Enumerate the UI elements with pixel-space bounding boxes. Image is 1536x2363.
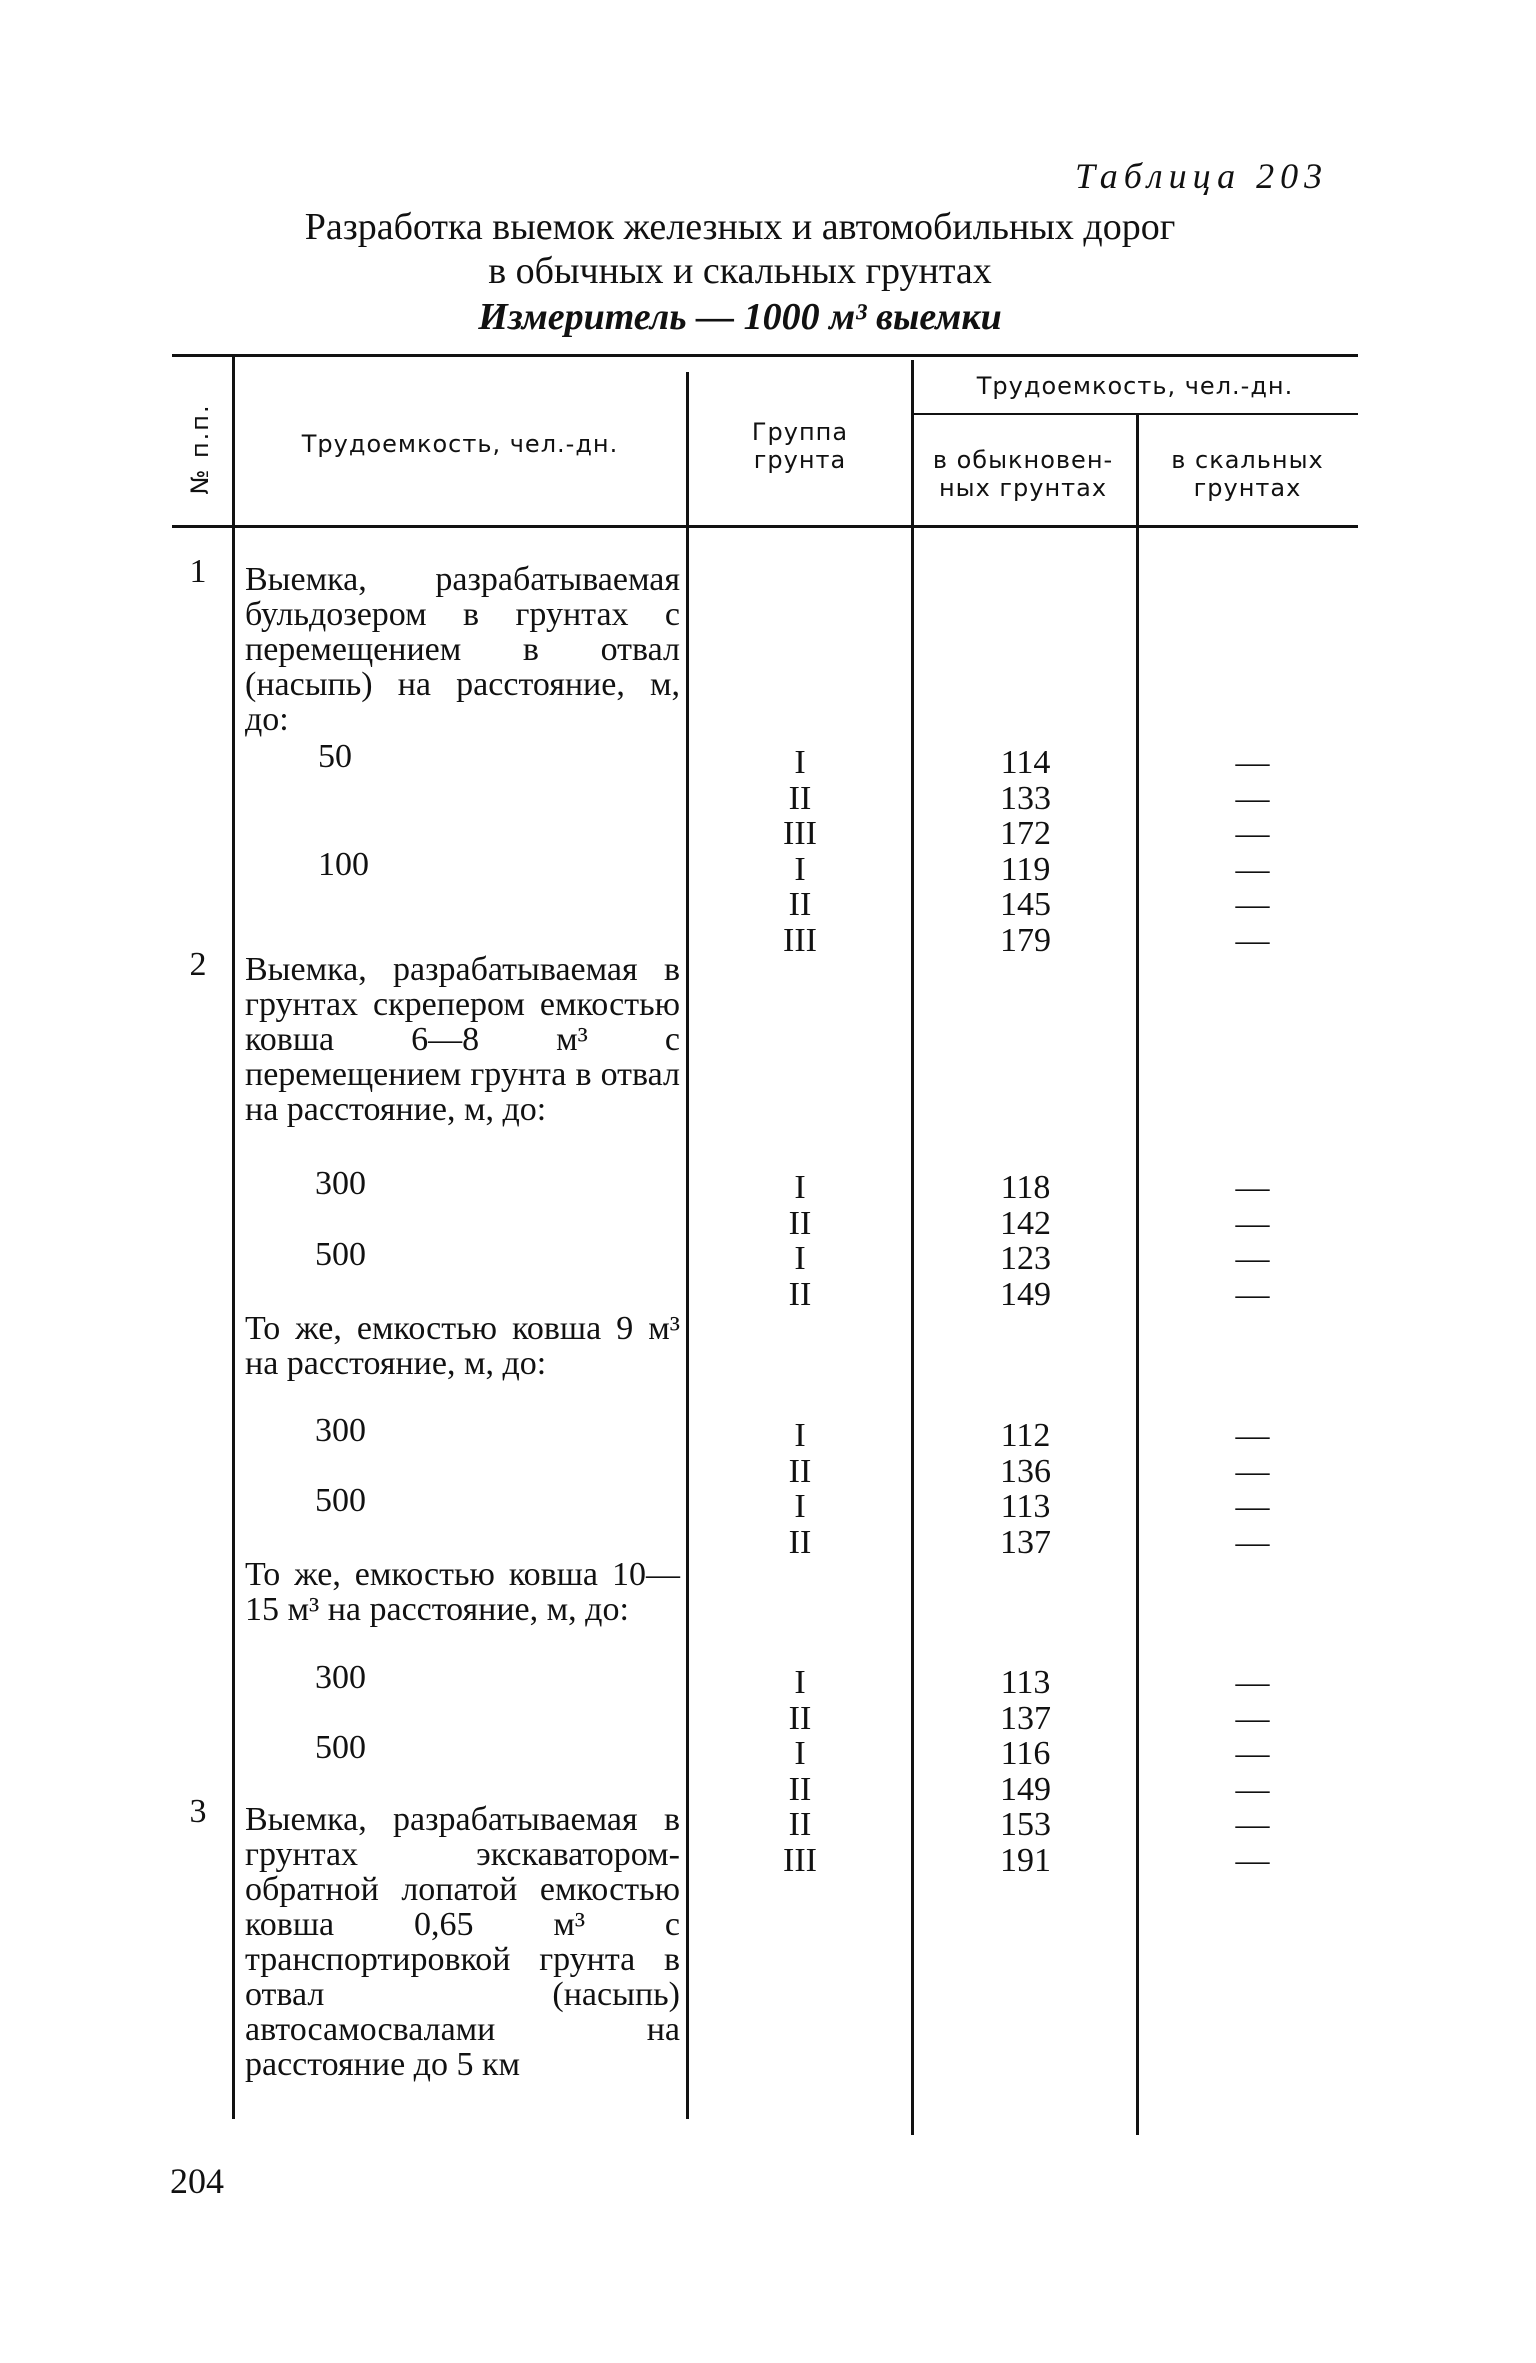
group-cell: II <box>788 1275 812 1313</box>
ordinary-cell: 119 <box>1000 850 1051 888</box>
rock-cell: — <box>1235 850 1270 888</box>
rock-cell: — <box>1235 1735 1270 1772</box>
ordinary-cell: 133 <box>1000 779 1051 817</box>
distance-value: 300 <box>315 1412 366 1449</box>
rock-cell: — <box>1235 779 1270 817</box>
group-cell: III <box>783 1841 817 1879</box>
header-group-line2: грунта <box>753 446 847 474</box>
ordinary-cell: 112 <box>1000 1417 1051 1454</box>
header-ordinary <box>912 446 1134 502</box>
rock-block <box>1145 1665 1360 1878</box>
rock-cell: — <box>1235 1806 1270 1843</box>
group-cell: II <box>788 1204 812 1242</box>
group-cell: I <box>794 850 806 888</box>
ordinary-cell: 116 <box>1000 1735 1051 1772</box>
table-top-rule <box>172 354 1358 357</box>
rock-cell: — <box>1235 1240 1270 1277</box>
distance-value: 500 <box>315 1729 366 1766</box>
work-description: То же, емкостью ковша 9 м³ на расстояние, м, до: <box>245 1310 680 1382</box>
header-bottom-rule <box>172 525 1358 528</box>
row-number: 3 <box>189 1793 207 1830</box>
work-description: То же, емкостью ковша 10—15 м³ на расстояние, м, до: <box>245 1556 680 1628</box>
ordinary-cell: 114 <box>1000 744 1051 781</box>
row-number: 2 <box>189 946 207 983</box>
rock-block <box>1145 1418 1360 1560</box>
ordinary-cell: 172 <box>1000 815 1051 852</box>
rock-cell: — <box>1235 886 1270 923</box>
distance-value: 300 <box>315 1165 366 1202</box>
ordinary-block <box>918 1665 1133 1878</box>
ordinary-block <box>918 1418 1133 1560</box>
rock-cell: — <box>1235 1523 1270 1561</box>
header-work: Трудоемкость, чел.-дн. <box>301 430 619 458</box>
group-cell: I <box>794 1417 806 1454</box>
group-cell: II <box>788 886 812 923</box>
rock-cell: — <box>1235 744 1270 781</box>
rock-cell: — <box>1235 921 1270 959</box>
ordinary-cell: 137 <box>1000 1699 1051 1737</box>
rock-cell: — <box>1235 1770 1270 1808</box>
work-description: Выемка, разрабатываемая бульдозером в грунтах с перемещением в отвал (насыпь) на расстояние, м, до: <box>245 561 680 738</box>
rock-cell: — <box>1235 1488 1270 1525</box>
row-number: 1 <box>189 553 207 590</box>
ordinary-cell: 145 <box>1000 886 1051 923</box>
header-rock <box>1140 446 1355 502</box>
ordinary-cell: 118 <box>1000 1169 1051 1206</box>
rock-block <box>1145 1170 1360 1312</box>
rock-cell: — <box>1235 1275 1270 1313</box>
group-block <box>695 1665 905 1878</box>
group-cell: I <box>794 1735 806 1772</box>
header-rock-line1: в скальных <box>1171 446 1324 474</box>
distance-value: 50 <box>318 738 352 775</box>
ordinary-cell: 153 <box>1000 1806 1051 1843</box>
rock-cell: — <box>1235 1841 1270 1879</box>
ordinary-cell: 123 <box>1000 1240 1051 1277</box>
table-title <box>230 205 1250 293</box>
group-cell: I <box>794 1488 806 1525</box>
group-cell: II <box>788 1699 812 1737</box>
group-cell: I <box>794 744 806 781</box>
page-number: 204 <box>170 2161 224 2201</box>
column-rule-2 <box>686 372 689 2119</box>
group-cell: III <box>783 815 817 852</box>
ordinary-cell: 113 <box>1000 1488 1051 1525</box>
ordinary-cell: 179 <box>1000 921 1051 959</box>
group-cell: I <box>794 1169 806 1206</box>
header-ordinary-line2: ных грунтах <box>938 474 1108 502</box>
title-line-2: в обычных и скальных грунтах <box>488 250 992 292</box>
group-cell: I <box>794 1240 806 1277</box>
header-ordinary-line1: в обыкновен- <box>932 446 1114 474</box>
distance-value: 500 <box>315 1236 366 1273</box>
ordinary-block <box>918 745 1133 958</box>
ordinary-cell: 191 <box>1000 1841 1051 1879</box>
ordinary-cell: 149 <box>1000 1275 1051 1313</box>
distance-value: 500 <box>315 1482 366 1519</box>
rock-cell: — <box>1235 1204 1270 1242</box>
header-number-cell <box>172 378 232 518</box>
ordinary-cell: 137 <box>1000 1523 1051 1561</box>
header-rock-line2: грунтах <box>1193 474 1302 502</box>
labor-header-rule <box>912 413 1358 415</box>
group-cell: II <box>788 1806 812 1843</box>
rock-block <box>1145 745 1360 958</box>
rock-cell: — <box>1235 1699 1270 1737</box>
ordinary-cell: 149 <box>1000 1770 1051 1808</box>
column-rule-4 <box>1136 413 1139 2135</box>
header-number: № п.п. <box>186 403 214 495</box>
measure-unit: Измеритель — 1000 м³ выемки <box>478 296 1002 338</box>
table-caption: Таблица 203 <box>1075 156 1329 196</box>
group-cell: II <box>788 1452 812 1490</box>
header-labor: Трудоемкость, чел.-дн. <box>976 372 1294 400</box>
column-rule-3 <box>911 360 914 2135</box>
ordinary-cell: 113 <box>1000 1664 1051 1701</box>
distance-value: 300 <box>315 1659 366 1696</box>
group-block <box>695 1170 905 1312</box>
rock-cell: — <box>1235 1664 1270 1701</box>
header-group <box>690 418 910 474</box>
ordinary-cell: 142 <box>1000 1204 1051 1242</box>
group-block <box>695 745 905 958</box>
group-cell: I <box>794 1664 806 1701</box>
group-cell: II <box>788 1770 812 1808</box>
rock-cell: — <box>1235 1417 1270 1454</box>
rock-cell: — <box>1235 815 1270 852</box>
group-cell: III <box>783 921 817 959</box>
distance-value: 100 <box>318 846 369 883</box>
rock-cell: — <box>1235 1169 1270 1206</box>
work-description: Выемка, разрабатываемая в грунтах скрепером емкостью ковша 6—8 м³ с перемещением грунта в отвал на расстояние, м, до: <box>245 951 680 1128</box>
ordinary-block <box>918 1170 1133 1312</box>
group-block <box>695 1418 905 1560</box>
group-cell: II <box>788 1523 812 1561</box>
group-cell: II <box>788 779 812 817</box>
work-description: Выемка, разрабатываемая в грунтах экскаватором-обратной лопатой емкостью ковша 0,65 м³ с транспортировкой грунта в отвал (насыпь) автосамосвалами на расстояние до 5 км <box>245 1801 680 2083</box>
column-rule-1 <box>232 354 235 2119</box>
rock-cell: — <box>1235 1452 1270 1490</box>
title-line-1: Разработка выемок железных и автомобильных дорог <box>304 206 1176 248</box>
header-group-line1: Группа <box>751 418 849 446</box>
ordinary-cell: 136 <box>1000 1452 1051 1490</box>
